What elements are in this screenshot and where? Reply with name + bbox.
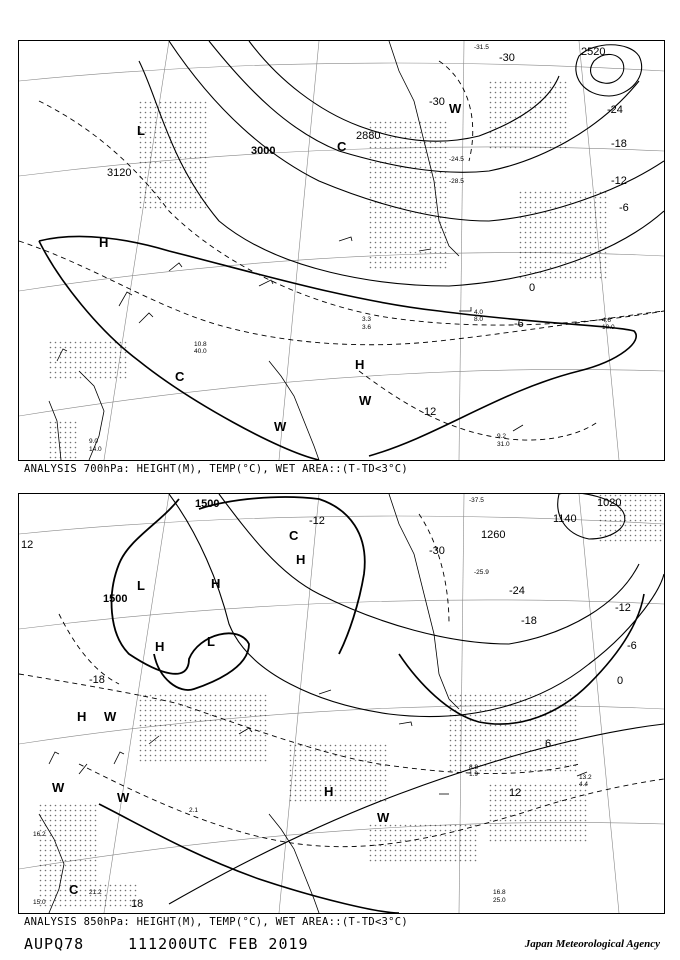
caption-850hpa: ANALYSIS 850hPa: HEIGHT(M), TEMP(°C), WET AREA::(T-TD<3°C) xyxy=(24,916,409,928)
caption-700hpa: ANALYSIS 700hPa: HEIGHT(M), TEMP(°C), WET AREA::(T-TD<3°C) xyxy=(24,463,409,475)
wet-area xyxy=(49,81,612,460)
high-center: H xyxy=(355,357,365,372)
chart-id: AUPQ78 xyxy=(24,935,85,953)
height-contour-1500 xyxy=(112,497,365,690)
temp-label: 12 xyxy=(424,406,437,418)
temp-label: -24 xyxy=(607,104,623,116)
station-value: 15.0 xyxy=(33,899,46,906)
temp-label: 12 xyxy=(509,787,522,799)
agency-credit: Japan Meteorological Agency xyxy=(524,938,660,950)
wind-barbs xyxy=(57,237,523,431)
high-center: H xyxy=(211,576,221,591)
station-value: -25.9 xyxy=(474,569,489,576)
temp-label: 18 xyxy=(131,898,144,910)
station-value: 8.0 xyxy=(474,316,484,323)
station-value: 1.9 xyxy=(469,771,479,778)
station-value: 2.1 xyxy=(189,807,199,814)
station-value: 4.6 xyxy=(602,317,612,324)
station-value: 4.0 xyxy=(474,309,484,316)
map-700hpa xyxy=(19,41,664,460)
station-value: 3.6 xyxy=(362,324,372,331)
station-value: 16.8 xyxy=(493,889,506,896)
high-center: H xyxy=(324,784,334,799)
temp-label: 6 xyxy=(545,738,552,750)
station-value: 13.2 xyxy=(579,774,592,781)
temp-label: -6 xyxy=(627,640,637,652)
temp-label: -6 xyxy=(619,202,629,214)
station-value: 9.2 xyxy=(497,433,507,440)
temp-label: -18 xyxy=(89,674,105,686)
warm-center: W xyxy=(52,780,65,795)
warm-center: W xyxy=(117,790,130,805)
temp-label: 0 xyxy=(617,675,624,687)
high-center: H xyxy=(155,639,165,654)
temp-label: -12 xyxy=(309,515,325,527)
height-label: 3000 xyxy=(251,145,276,157)
low-center: L xyxy=(207,634,215,649)
map-panel-850hpa xyxy=(18,493,665,914)
chart-footer xyxy=(24,935,660,955)
height-label: 2880 xyxy=(356,130,381,142)
station-value: 14.0 xyxy=(89,446,102,453)
low-center: L xyxy=(137,578,145,593)
station-value: 10.0 xyxy=(602,324,615,331)
temp-label: -12 xyxy=(615,602,631,614)
temp-label: -18 xyxy=(521,615,537,627)
warm-center: W xyxy=(104,709,117,724)
height-label: 1500 xyxy=(195,498,220,510)
valid-time: 111200UTC FEB 2019 xyxy=(128,935,309,953)
station-value: 21.2 xyxy=(89,889,102,896)
map-panel-700hpa xyxy=(18,40,665,461)
cold-center: C xyxy=(289,528,299,543)
height-label: 1500 xyxy=(103,593,128,605)
high-center: H xyxy=(296,552,306,567)
high-center: H xyxy=(77,709,87,724)
low-center: L xyxy=(137,123,145,138)
warm-center: W xyxy=(377,810,390,825)
map-850hpa xyxy=(19,494,664,913)
height-label: 3120 xyxy=(107,167,132,179)
height-label: 1020 xyxy=(597,497,622,509)
cold-center: C xyxy=(69,882,79,897)
temp-label: -30 xyxy=(429,545,445,557)
wet-area xyxy=(39,494,664,909)
cold-center: C xyxy=(175,369,185,384)
station-value: 31.0 xyxy=(497,441,510,448)
station-value: 25.0 xyxy=(493,897,506,904)
station-value: -31.5 xyxy=(474,44,489,51)
height-label: 1140 xyxy=(553,513,577,525)
high-center: H xyxy=(99,235,109,250)
station-value: 16.2 xyxy=(33,831,46,838)
temp-label: -30 xyxy=(499,52,515,64)
cold-center: C xyxy=(337,139,347,154)
temp-label: -6 xyxy=(514,318,524,330)
height-label: 2520 xyxy=(581,46,606,58)
temp-label: -24 xyxy=(509,585,525,597)
station-value: 3.3 xyxy=(362,316,372,323)
station-value: -24.5 xyxy=(449,156,464,163)
temp-label: -18 xyxy=(611,138,627,150)
temp-label: 0 xyxy=(529,282,536,294)
station-value: 40.0 xyxy=(194,348,207,355)
station-value: -37.5 xyxy=(469,497,484,504)
station-value: -28.5 xyxy=(449,178,464,185)
station-value: 9.0 xyxy=(89,438,99,445)
warm-center: W xyxy=(274,419,287,434)
height-label: 1260 xyxy=(481,529,506,541)
temp-label: 12 xyxy=(21,539,34,551)
temp-label: -12 xyxy=(611,175,627,187)
warm-center: W xyxy=(449,101,462,116)
station-value: 8.8 xyxy=(469,764,479,771)
warm-center: W xyxy=(359,393,372,408)
temp-label: -30 xyxy=(429,96,445,108)
station-value: 4.4 xyxy=(579,781,589,788)
station-value: 10.8 xyxy=(194,341,207,348)
